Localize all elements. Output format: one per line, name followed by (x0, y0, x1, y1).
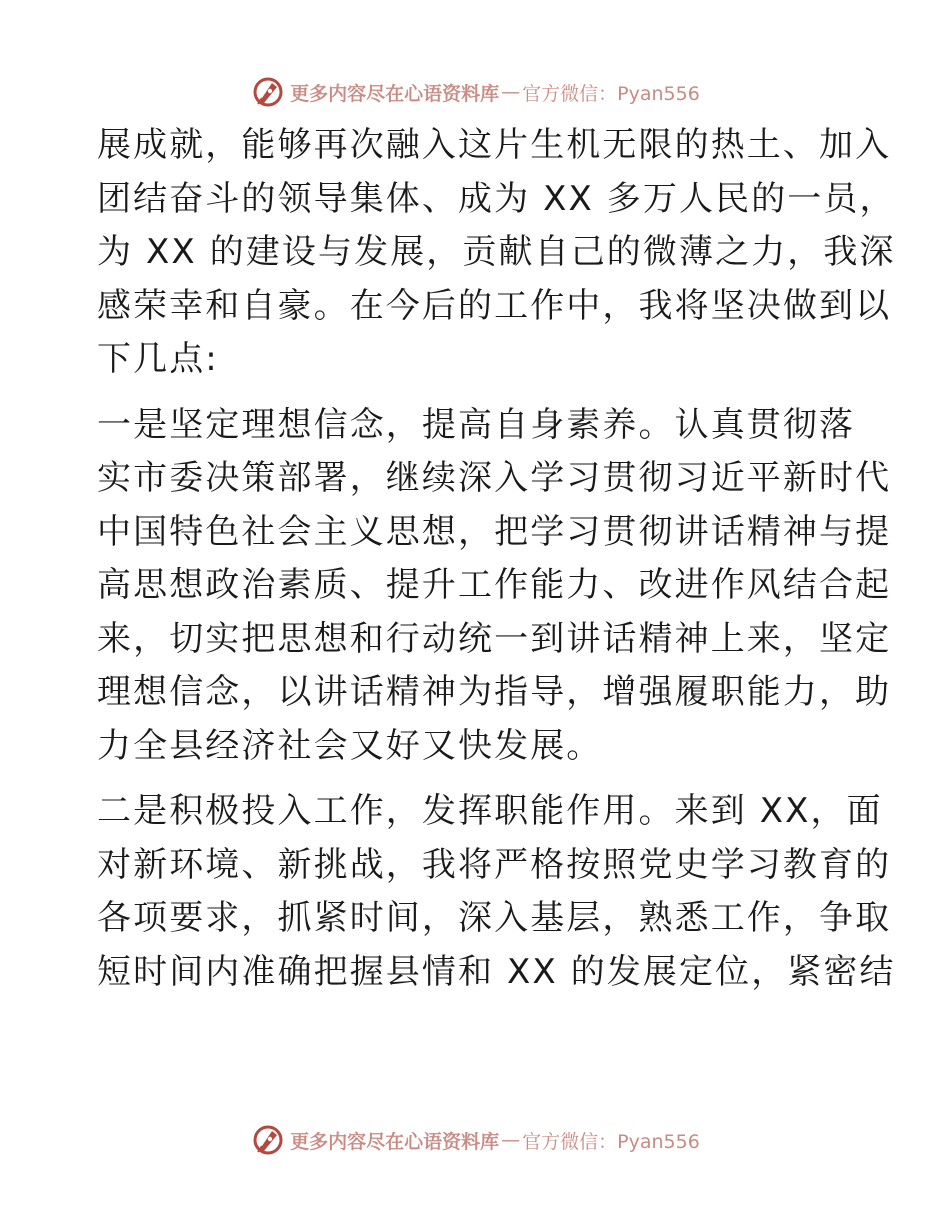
text-line: 对新环境、新挑战，我将严格按照党史学习教育的 (97, 844, 892, 885)
text-line: 实市委决策部署，继续深入学习贯彻习近平新时代 (97, 458, 892, 498)
text-line: 来，切实把思想和行动统一到讲话精神上来，坚定 (97, 618, 892, 659)
text-line: 二是积极投入工作，发挥职能作用。来到 XX，面 (97, 791, 883, 831)
text-line: 理想信念，以讲话精神为指导，增强履职能力，助 (97, 672, 892, 712)
text-line: 高思想政治素质、提升工作能力、改进作风结合起 (97, 565, 892, 605)
document-body (97, 119, 896, 999)
watermark-dash: — (501, 81, 521, 103)
paragraph (97, 119, 896, 387)
text-line: 为 XX 的建设与发展，贡献自己的微薄之力，我深 (97, 232, 896, 272)
text-line: 中国特色社会主义思想，把学习贯彻讲话精神与提 (97, 511, 892, 552)
watermark-account-text: 官方微信：Pyan556 (522, 82, 700, 105)
text-line: 各项要求，抓紧时间，深入基层，熟悉工作，争取 (97, 898, 892, 938)
text-line: 下几点: (97, 339, 219, 379)
text-line: 力全县经济社会又好又快发展。 (97, 725, 603, 766)
pen-nib-circle-icon (250, 1122, 286, 1158)
watermark-main-text: 更多内容尽在心语资料库 (290, 1130, 500, 1153)
watermark-dash: — (501, 1129, 521, 1151)
text-line: 感荣幸和自豪。在今后的工作中，我将坚决做到以 (97, 285, 892, 326)
text-line: 团结奋斗的领导集体、成为 XX 多万人民的一员， (97, 178, 896, 219)
watermark-main-text: 更多内容尽在心语资料库 (290, 82, 500, 105)
text-line: 展成就，能够再次融入这片生机无限的热土、加入 (97, 125, 892, 165)
footer-watermark (0, 1120, 950, 1160)
text-line: 一是坚定理想信念，提高自身素养。认真贯彻落 (97, 404, 856, 445)
paragraph (97, 399, 892, 774)
pen-nib-circle-icon (250, 74, 286, 110)
header-watermark (0, 72, 950, 112)
text-line: 短时间内准确把握县情和 XX 的发展定位，紧密结 (97, 951, 896, 992)
watermark-account-text: 官方微信：Pyan556 (522, 1130, 700, 1153)
paragraph (97, 785, 896, 999)
